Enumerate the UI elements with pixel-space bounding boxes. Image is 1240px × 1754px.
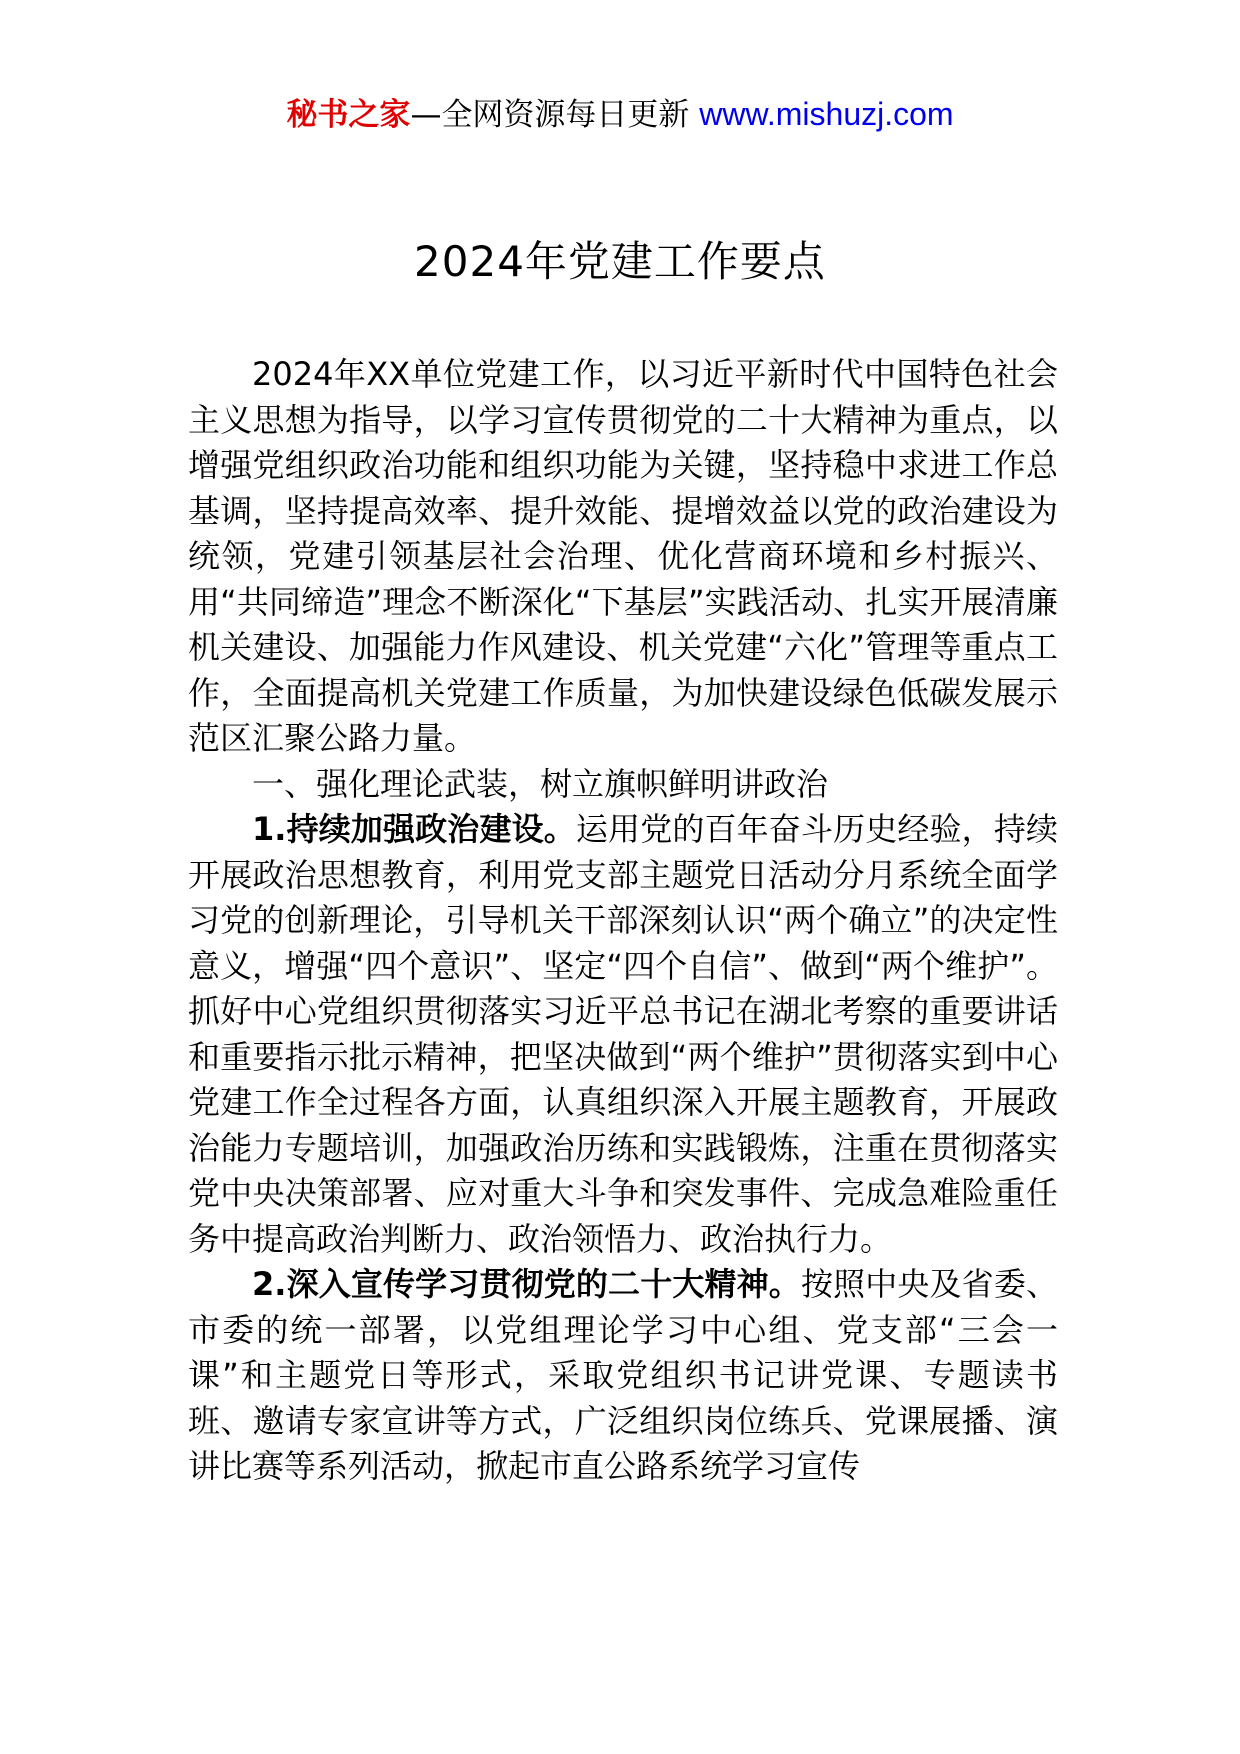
item-2-body: 按照中央及省委、市委的统一部署，以党组理论学习中心组、党支部“三会一课”和主题党日等形式，采取党组织书记讲党课、专题读书班、邀请专家宣讲等方式，广泛组织岗位练兵、党课展播、演讲比赛等系列活动，掀起市直公路系统学习宣传 [188,1265,1058,1485]
intro-paragraph: 2024年XX单位党建工作，以习近平新时代中国特色社会主义思想为指导，以学习宣传贯彻党的二十大精神为重点，以增强党组织政治功能和组织功能为关键，坚持稳中求进工作总基调，坚持提高效率、提升效能、提增效益以党的政治建设为统领，党建引领基层社会治理、优化营商环境和乡村振兴、用“共同缔造”理念不断深化“下基层”实践活动、扎实开展清廉机关建设、加强能力作风建设、机关党建“六化”管理等重点工作，全面提高机关党建工作质量，为加快建设绿色低碳发展示范区汇聚公路力量。 [188,355,1058,757]
site-tagline: —全网资源每日更新 [410,97,690,133]
item-2-lead: 2.深入宣传学习贯彻党的二十大精神。 [252,1265,801,1303]
document-title: 2024年党建工作要点 [414,237,826,286]
section-heading: 一、强化理论武装，树立旗帜鲜明讲政治 [252,764,829,803]
item-1-body: 运用党的百年奋斗历史经验，持续开展政治思想教育，利用党支部主题党日活动分月系统全面学习党的创新理论，引导机关干部深刻认识“两个确立”的决定性意义，增强“四个意识”、坚定“四个自信”、做到“两个维护”。抓好中心党组织贯彻落实习近平总书记在湖北考察的重要讲话和重要指示批示精神，把坚决做到“两个维护”贯彻落实到中心党建工作全过程各方面，认真组织深入开展主题教育，开展政治能力专题培训，加强政治历练和实践锻炼，注重在贯彻落实党中央决策部署、应对重大斗争和突发事件、完成急难险重任务中提高政治判断力、政治领悟力、政治执行力。 [188,810,1058,1258]
item-1-paragraph [188,807,1058,1262]
site-header [0,92,1240,137]
document-body [188,352,1058,1489]
item-1-lead: 1.持续加强政治建设。 [252,810,576,848]
site-brand: 秘书之家 [286,97,411,133]
site-url-link[interactable]: www.mishuzj.com [699,96,954,132]
item-2-paragraph [188,1262,1058,1489]
